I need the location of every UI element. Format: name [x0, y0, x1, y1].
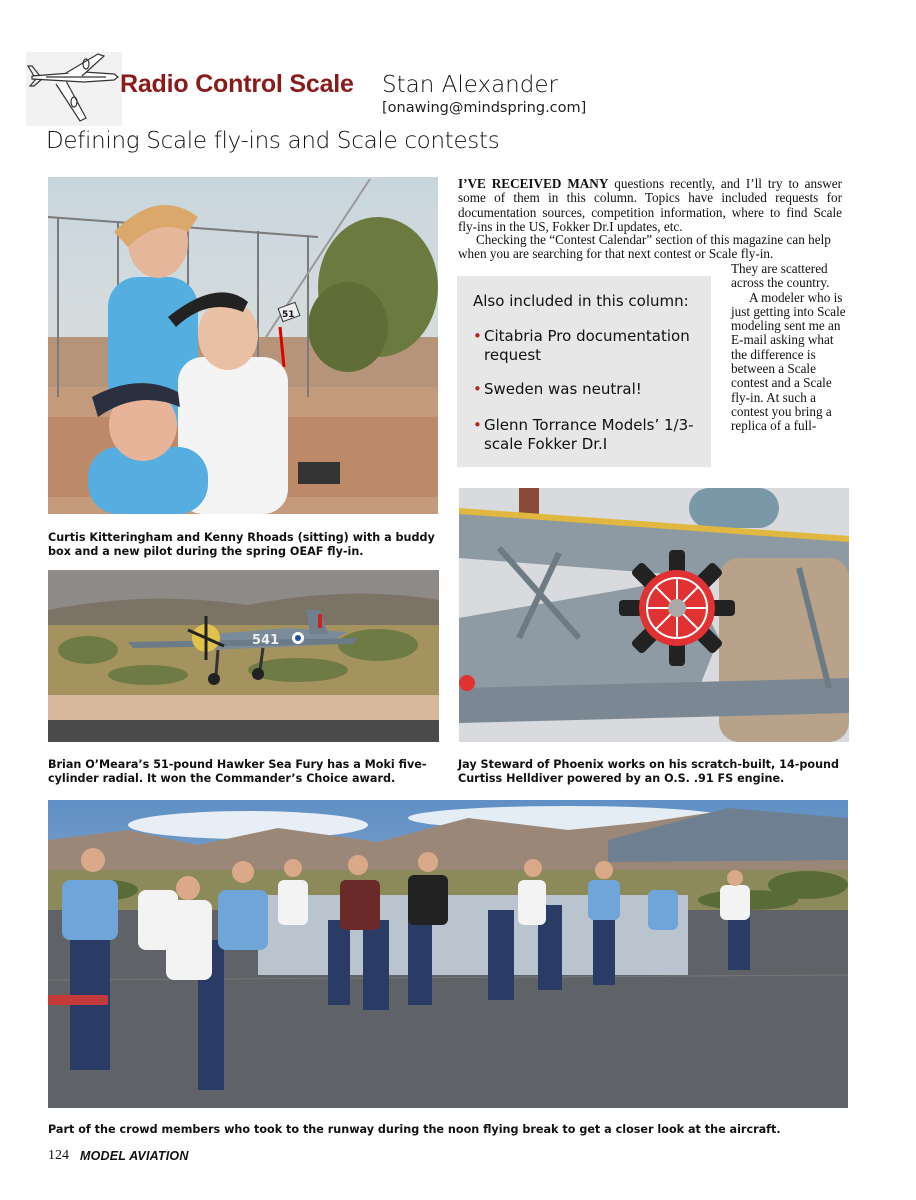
- caption-photo-3: Jay Steward of Phoenix works on his scratch-built, 14-pound Curtiss Helldiver powered by an O.S. .91 FS engine.: [458, 758, 840, 785]
- caption-photo-1: Curtis Kitteringham and Kenny Rhoads (sitting) with a buddy box and a new pilot during the spring OEAF fly-in.: [48, 531, 435, 558]
- paragraph-1-text: questions recently, and I’ll try to answer some of them in this column. Topics have included requests for documentation sources, competition information, where to find Scale fly-ins in the US, Fokker Dr.I updates, etc.: [458, 176, 842, 234]
- sea-fury-number: 541: [252, 633, 280, 648]
- dc3-airplane-logo-icon: [26, 52, 122, 126]
- author-name: Stan Alexander: [382, 72, 558, 98]
- article-paragraph-2: Checking the “Contest Calendar” section of this magazine can help when you are searching for that next contest or Scale fly-in.: [458, 232, 831, 262]
- transmitter-tag: 51: [282, 310, 295, 320]
- page-number: 124: [48, 1148, 69, 1163]
- photo-sea-fury: [48, 570, 439, 742]
- sidebar-item: • Sweden was neutral!: [473, 380, 642, 398]
- article-paragraph-3: [731, 262, 847, 434]
- sidebar-item: • Citabria Pro documentation request: [473, 327, 690, 364]
- sidebar-item: • Glenn Torrance Models’ 1/3-scale Fokker Dr.I: [473, 416, 694, 453]
- sidebar-title: Also included in this column:: [473, 292, 689, 310]
- paragraph-3b-text: A modeler who is just getting into Scale modeling sent me an E-mail asking what the difference is between a Scale contest and a Scale fly-in. At such a contest you bring a replica of a full-: [731, 289, 846, 434]
- photo-pilots-buddy-box: [48, 177, 438, 514]
- photo-crowd-runway: [48, 800, 848, 1108]
- article-headline: Defining Scale fly-ins and Scale contests: [46, 128, 500, 154]
- caption-photo-2: Brian O’Meara’s 51-pound Hawker Sea Fury has a Moki five-cylinder radial. It won the Commander’s Choice award.: [48, 758, 427, 785]
- caption-photo-4: Part of the crowd members who took to the runway during the noon flying break to get a closer look at the aircraft.: [48, 1123, 781, 1136]
- bullet-icon: •: [473, 327, 482, 345]
- paragraph-3a-text: They are scattered across the country.: [731, 261, 830, 291]
- bullet-icon: •: [473, 416, 482, 434]
- column-title: Radio Control Scale: [120, 70, 354, 98]
- magazine-name: MODEL AVIATION: [80, 1149, 189, 1163]
- lead-in: I’VE RECEIVED MANY: [458, 176, 609, 191]
- article-paragraph-1: [458, 177, 842, 234]
- author-email[interactable]: [onawing@mindspring.com]: [382, 100, 587, 116]
- bullet-icon: •: [473, 380, 482, 398]
- photo-curtiss-helldiver: [459, 488, 849, 742]
